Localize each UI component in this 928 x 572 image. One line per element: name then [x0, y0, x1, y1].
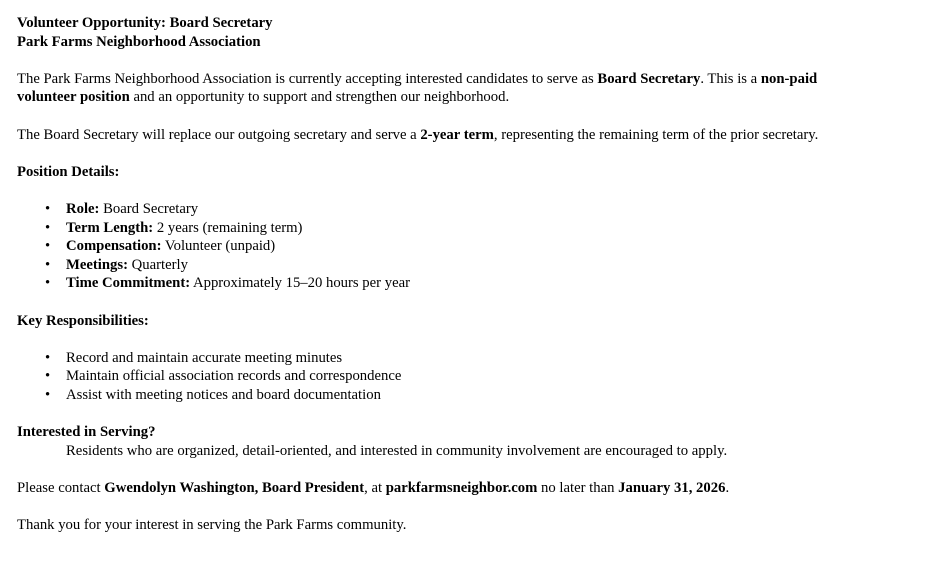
- list-item-compensation: [17, 237, 863, 256]
- intro-text-3: and an opportunity to support and strengthen our neighborhood.: [129, 89, 510, 106]
- term-text-1: The Board Secretary will replace our outgoing secretary and serve a: [17, 126, 421, 143]
- position-details-list: [17, 200, 863, 293]
- interested-heading: Interested in Serving?: [17, 424, 156, 441]
- responsibilities-list: [17, 349, 863, 405]
- interested-section: [17, 423, 863, 460]
- interested-body: Residents who are organized, detail-oriented, and interested in community involvement are encouraged to apply.: [66, 442, 728, 459]
- list-item-label: Compensation:: [66, 238, 162, 255]
- intro-bold-board-secretary: Board Secretary: [597, 70, 701, 87]
- title-line-1: Volunteer Opportunity: Board Secretary: [17, 15, 273, 31]
- list-item-term-length: [17, 219, 863, 238]
- list-item-notices: [17, 386, 863, 405]
- list-item-text: Maintain official association records and correspondence: [66, 368, 402, 385]
- contact-text-1: Please contact: [17, 479, 105, 496]
- contact-text-2: , at: [364, 479, 386, 496]
- list-item-label: Term Length:: [66, 219, 154, 236]
- term-paragraph: [17, 126, 863, 145]
- list-item-records: [17, 367, 863, 386]
- intro-text-1: The Park Farms Neighborhood Association is currently accepting interested candidates to serve as: [17, 70, 598, 87]
- responsibilities-heading: Key Responsibilities:: [17, 312, 149, 329]
- list-item-time-commitment: [17, 274, 863, 293]
- list-item-role: [17, 200, 863, 219]
- list-item-value: 2 years (remaining term): [153, 219, 303, 236]
- closing-paragraph: Thank you for your interest in serving the Park Farms community.: [17, 517, 407, 534]
- list-item-text: Assist with meeting notices and board documentation: [66, 386, 381, 403]
- list-item-label: Role:: [66, 200, 100, 217]
- contact-paragraph: [17, 479, 863, 498]
- contact-bold-website: parkfarmsneighbor.com: [385, 479, 538, 496]
- intro-text-2: . This is a: [700, 70, 761, 87]
- position-details-heading: Position Details:: [17, 163, 120, 180]
- contact-bold-deadline: January 31, 2026: [618, 479, 726, 496]
- title-line-2: Park Farms Neighborhood Association: [17, 33, 261, 50]
- term-text-2: , representing the remaining term of the prior secretary.: [493, 126, 819, 143]
- contact-text-4: .: [725, 479, 730, 496]
- contact-text-3: no later than: [537, 479, 619, 496]
- list-item-value: Volunteer (unpaid): [161, 238, 276, 255]
- intro-paragraph: [17, 70, 863, 107]
- intro-bold-nonpaid-position: non-paid volunteer position: [17, 70, 818, 106]
- list-item-value: Quarterly: [128, 256, 188, 273]
- list-item-minutes: [17, 349, 863, 368]
- list-item-value: Approximately 15–20 hours per year: [190, 275, 410, 292]
- list-item-meetings: [17, 256, 863, 275]
- list-item-label: Meetings:: [66, 256, 128, 273]
- document-title: [17, 14, 863, 51]
- list-item-text: Record and maintain accurate meeting minutes: [66, 349, 343, 366]
- list-item-label: Time Commitment:: [66, 275, 191, 292]
- term-bold-two-year: 2-year term: [420, 126, 494, 143]
- list-item-value: Board Secretary: [99, 200, 199, 217]
- contact-bold-president-name: Gwendolyn Washington, Board President: [104, 479, 365, 496]
